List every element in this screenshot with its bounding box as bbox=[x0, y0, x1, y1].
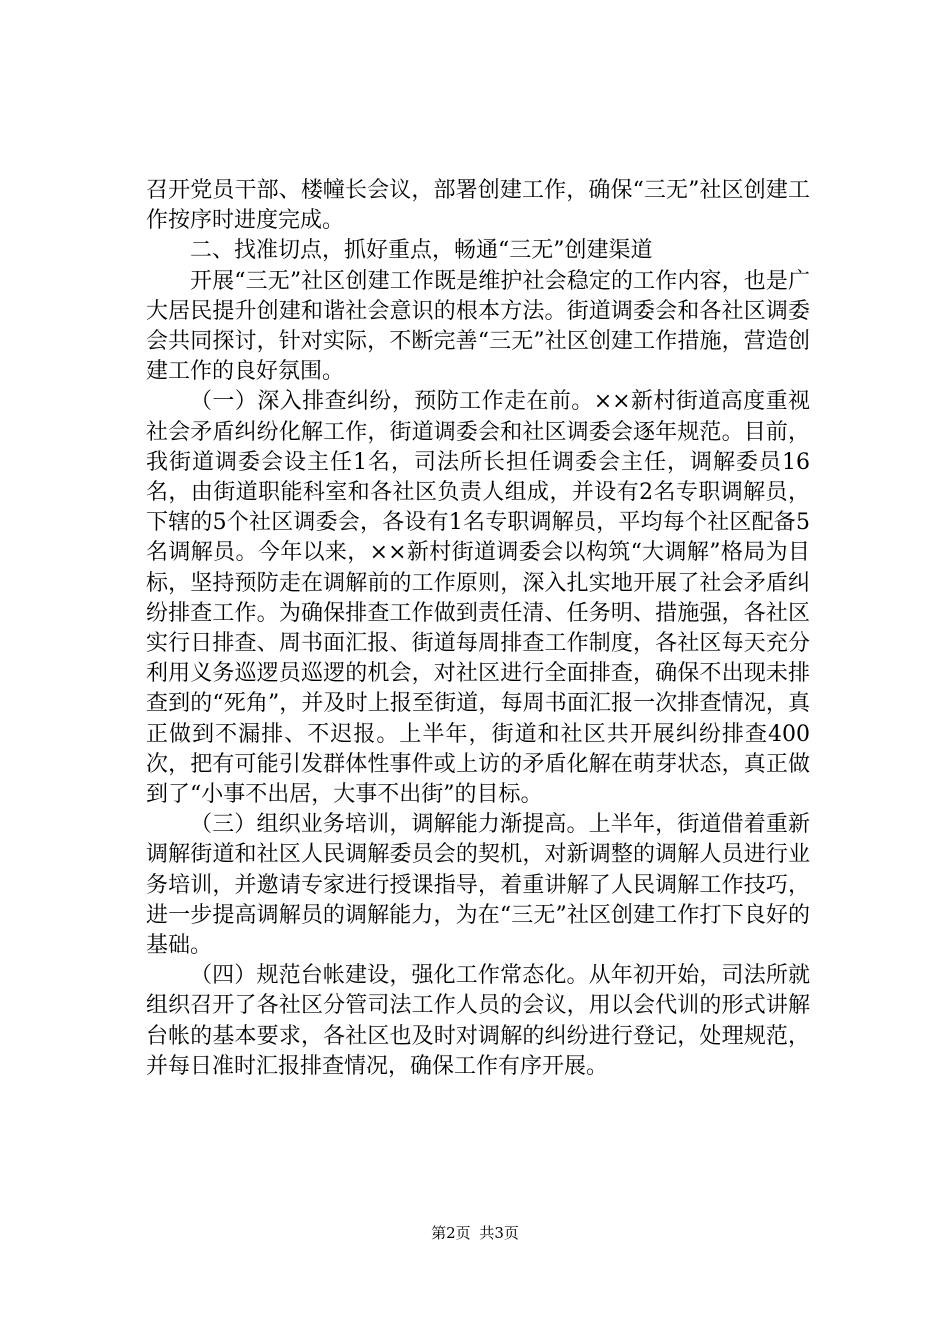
paragraph-subsection-3: （三）组织业务培训，调解能力渐提高。上半年，街道借着重新调解街道和社区人民调解委员会的契机，对新调整的调解人员进行业务培训，并邀请专家进行授课指导，着重讲解了人民调解工作技巧，进一步提高调解员的调解能力，为在“三无”社区创建工作打下良好的基础。 bbox=[146, 812, 810, 959]
paragraph-continuation: 召开党员干部、楼幢长会议，部署创建工作，确保“三无”社区创建工作按序时进度完成。 bbox=[146, 178, 810, 234]
page-footer bbox=[0, 1222, 950, 1243]
paragraph-subsection-1: （一）深入排查纠纷，预防工作走在前。××新村街道高度重视社会矛盾纠纷化解工作，街道调委会和社区调委会逐年规范。目前，我街道调委会设主任1名，司法所长担任调委会主任，调解委员16名，由街道职能科室和各社区负责人组成，并设有2名专职调解员，下辖的5个社区调委会，各设有1名专职调解员，平均每个社区配备5名调解员。今年以来，××新村街道调委会以构筑“大调解”格局为目标，坚持预防走在调解前的工作原则，深入扎实地开展了社会矛盾纠纷排查工作。为确保排查工作做到责任清、任务明、措施强，各社区实行日排查、周书面汇报、街道每周排查工作制度，各社区每天充分利用义务巡逻员巡逻的机会，对社区进行全面排查，确保不出现未排查到的“死角”，并及时上报至街道，每周书面汇报一次排查情况，真正做到不漏排、不迟报。上半年，街道和社区共开展纠纷排查400次，把有可能引发群体性事件或上访的矛盾化解在萌芽状态，真正做到了“小事不出居，大事不出街”的目标。 bbox=[146, 389, 810, 808]
page-number: 第2页 bbox=[431, 1224, 471, 1242]
document-body bbox=[146, 176, 810, 1082]
page-total: 共3页 bbox=[479, 1224, 519, 1242]
paragraph-subsection-4: （四）规范台帐建设，强化工作常态化。从年初开始，司法所就组织召开了各社区分管司法工作人员的会议，用以会代训的形式讲解台帐的基本要求，各社区也及时对调解的纠纷进行登记，处理规范，并每日准时汇报排查情况，确保工作有序开展。 bbox=[146, 963, 810, 1079]
section-heading: 二、找准切点，抓好重点，畅通“三无”创建渠道 bbox=[190, 238, 653, 264]
paragraph-body: 开展“三无”社区创建工作既是维护社会稳定的工作内容，也是广大居民提升创建和谐社会意识的根本方法。街道调委会和各社区调委会共同探讨，针对实际，不断完善“三无”社区创建工作措施，营造创建工作的良好氛围。 bbox=[146, 268, 810, 385]
